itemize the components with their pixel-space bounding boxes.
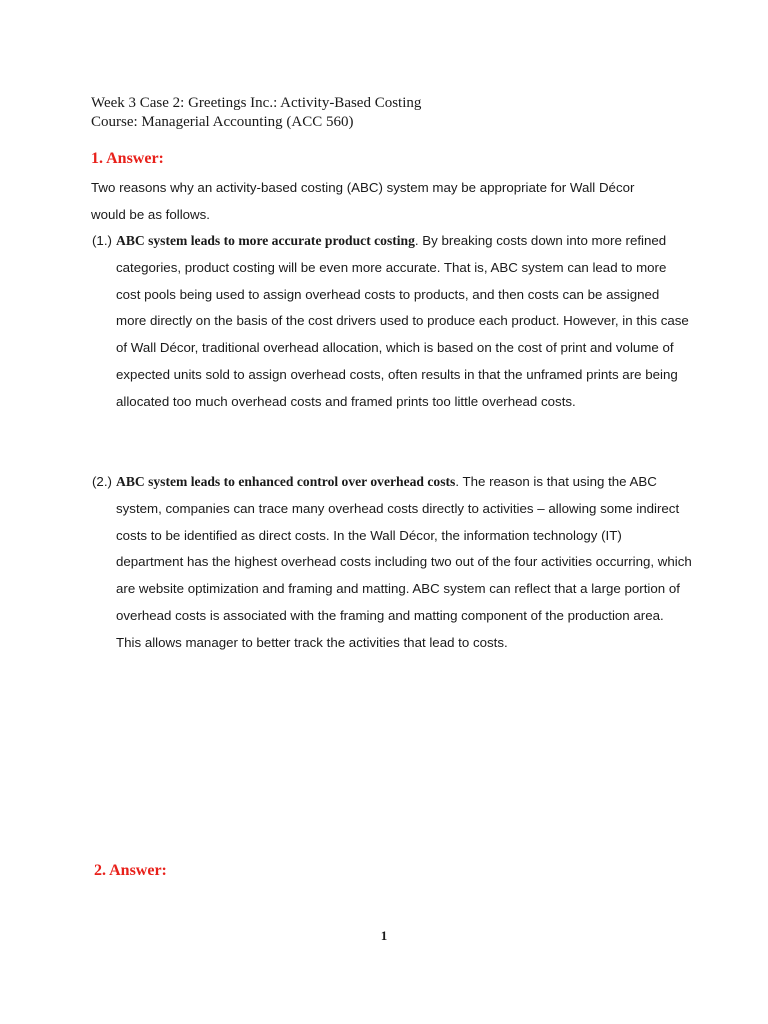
- course-line: Course: Managerial Accounting (ACC 560): [91, 114, 354, 130]
- list-item-2-lead: ABC system leads to enhanced control over overhead costs: [116, 474, 456, 489]
- list-item-2-text: . The reason is that using the ABC system, companies can trace many overhead costs directly to activities – allowing some indirect costs to be identified as direct costs. In the Wall Décor, the information technology (IT) department has the highest overhead costs including two out of the four activities occurring, which are website optimization and framing and matting. ABC system can reflect that a large portion of overhead costs is associated with the framing and matting component of the production area. This allows manager to better track the activities that lead to costs.: [116, 474, 692, 650]
- document-title: Week 3 Case 2: Greetings Inc.: Activity-Based Costing: [91, 95, 422, 111]
- list-item-1-marker: (1.): [92, 233, 112, 248]
- list-item-2-marker: (2.): [92, 474, 112, 489]
- list-item-1: [92, 228, 692, 416]
- section-1-intro: Two reasons why an activity-based costing (ABC) system may be appropriate for Wall Décor would be as follows.: [91, 180, 635, 222]
- list-item-1-text: . By breaking costs down into more refined categories, product costing will be even more accurate. That is, ABC system can lead to more cost pools being used to assign overhead costs to products, and then costs can be assigned more directly on the basis of the cost drivers used to produce each product. However, in this case of Wall Décor, traditional overhead allocation, which is based on the cost of print and volume of expected units sold to assign overhead costs, often results in that the unframed prints are being allocated too much overhead costs and framed prints too little overhead costs.: [116, 233, 689, 409]
- section-1-heading: 1. Answer:: [91, 150, 164, 167]
- list-item-2: [92, 469, 692, 657]
- section-2-heading: 2. Answer:: [94, 862, 167, 879]
- page-number: 1: [380, 928, 388, 943]
- list-item-1-lead: ABC system leads to more accurate product costing: [116, 233, 415, 248]
